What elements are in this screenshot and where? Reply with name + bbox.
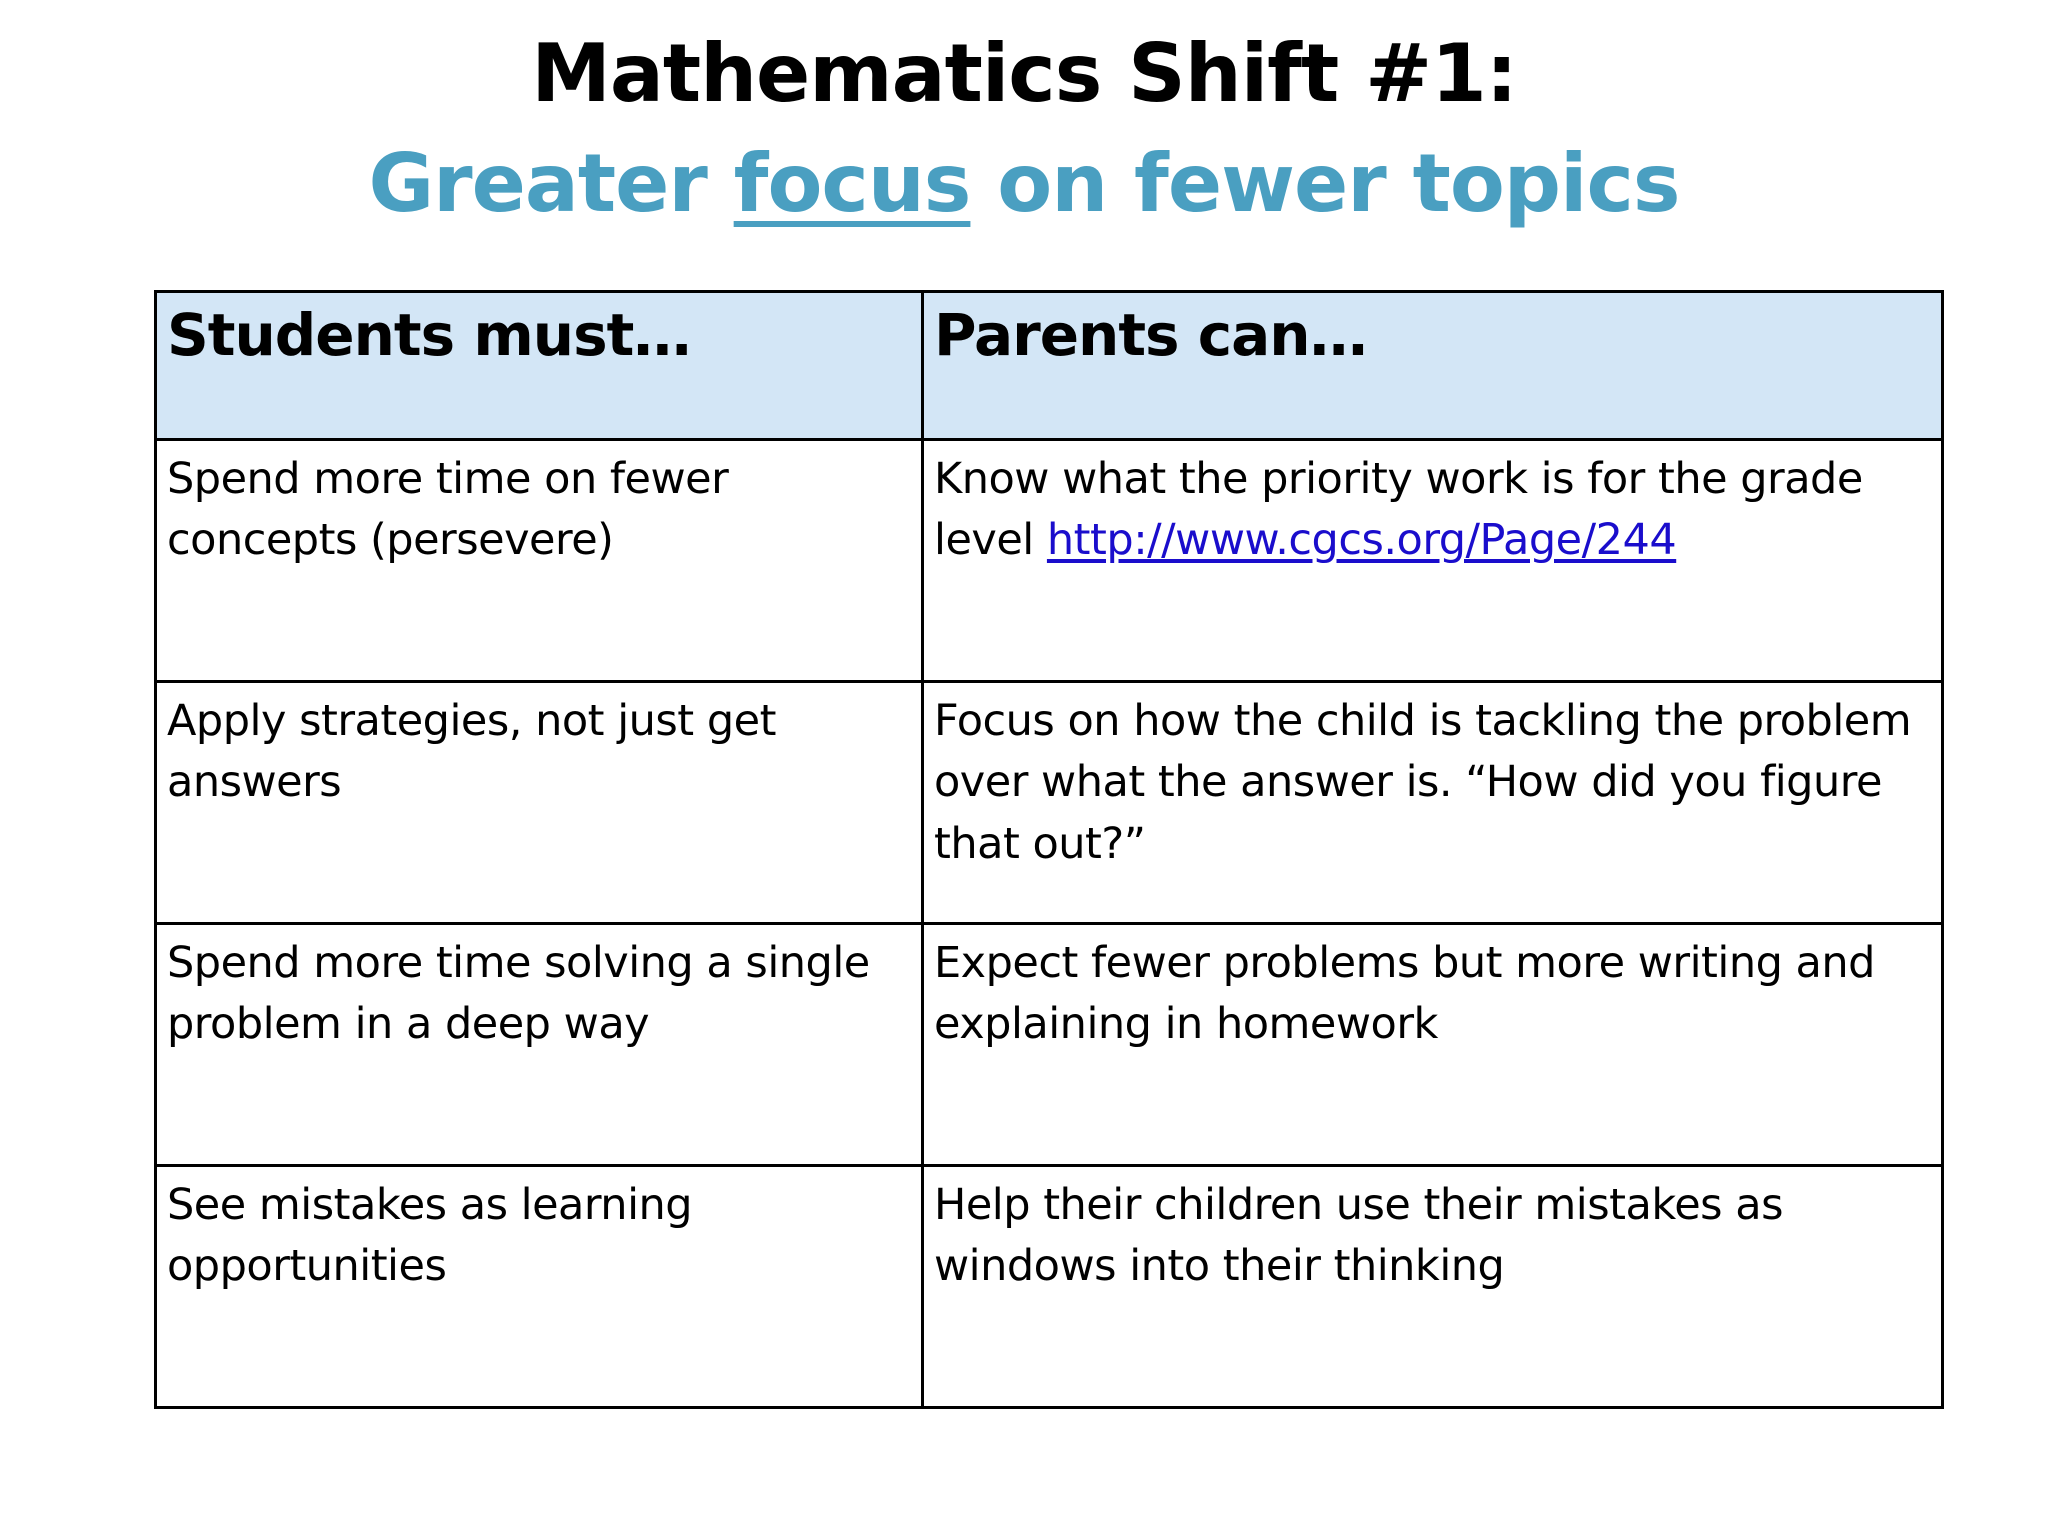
table-row xyxy=(156,440,1943,682)
table-row xyxy=(156,1166,1943,1408)
students-cell: Spend more time on fewer concepts (persevere) xyxy=(156,440,923,682)
subtitle-emphasis: focus xyxy=(733,137,971,230)
comparison-table xyxy=(154,290,1944,1409)
table-row xyxy=(156,682,1943,924)
parents-cell: Expect fewer problems but more writing and explaining in homework xyxy=(923,924,1943,1166)
parents-cell: Help their children use their mistakes as windows into their thinking xyxy=(923,1166,1943,1408)
parents-cell: Focus on how the child is tackling the problem over what the answer is. “How did you figure that out?” xyxy=(923,682,1943,924)
subtitle-suffix: on fewer topics xyxy=(970,137,1680,230)
subtitle-prefix: Greater xyxy=(368,137,734,230)
students-cell: See mistakes as learning opportunities xyxy=(156,1166,923,1408)
parents-cell-text: Know what the priority work is for the grade level xyxy=(934,454,1863,566)
header-parents: Parents can… xyxy=(923,292,1943,440)
slide-title: Mathematics Shift #1: xyxy=(531,27,1517,120)
slide-subtitle xyxy=(0,138,2048,230)
priority-work-link[interactable]: http://www.cgcs.org/Page/244 xyxy=(1046,515,1677,566)
students-cell: Apply strategies, not just get answers xyxy=(156,682,923,924)
header-students: Students must… xyxy=(156,292,923,440)
students-cell: Spend more time solving a single problem in a deep way xyxy=(156,924,923,1166)
table-row xyxy=(156,924,1943,1166)
parents-cell xyxy=(923,440,1943,682)
table-header-row xyxy=(156,292,1943,440)
